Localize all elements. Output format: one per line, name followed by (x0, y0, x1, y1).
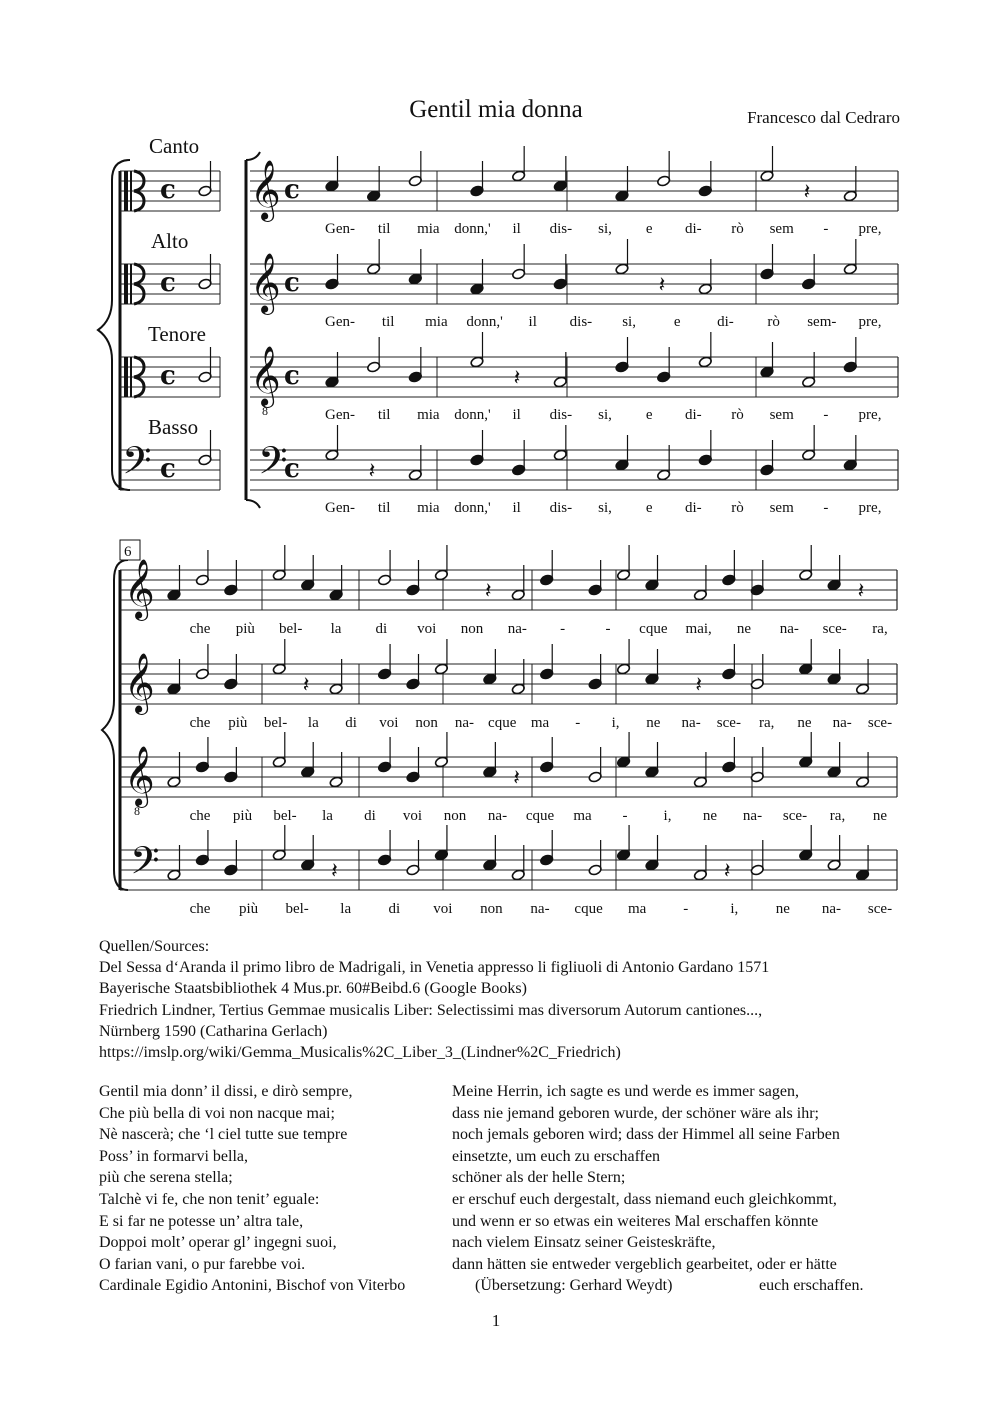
lyric-syllable: Gen- (325, 221, 355, 237)
poem-line-italian: Talchè vi fe, che non tenit’ eguale: (99, 1190, 320, 1208)
lyric-syllable: voi (402, 808, 423, 824)
lyric-syllable: Gen- (325, 314, 355, 330)
lyric-syllable: più (238, 901, 259, 917)
lyric-syllable: bel- (273, 808, 297, 824)
lyric-syllable: sce- (782, 808, 808, 824)
lyric-syllable: che (189, 621, 211, 637)
lyric-syllable: dis- (569, 314, 593, 330)
lyric-syllable: di (364, 808, 376, 824)
lyric-syllable: Gen- (325, 407, 355, 423)
treble-clef-icon: 𝄞 (250, 346, 281, 406)
lyric-syllable: donn,' (454, 221, 491, 237)
lyric-syllable: si, (598, 407, 612, 423)
voice-label-alto: Alto (151, 229, 189, 253)
c-clef-icon (124, 357, 128, 397)
lyric-syllable: na- (454, 715, 475, 731)
lyric-syllable: che (189, 808, 211, 824)
lyric-syllable: di- (684, 221, 702, 237)
poem-line-german: euch erschaffen. (759, 1277, 864, 1295)
lyric-syllable: il (512, 500, 521, 516)
lyric-syllable: la (307, 715, 319, 731)
poem-line-italian: Gentil mia donn’ il dissi, e dirò sempre, (99, 1083, 353, 1100)
sources-line: Nürnberg 1590 (Catharina Gerlach) (99, 1022, 328, 1040)
c-clef-icon (124, 264, 128, 304)
lyric-syllable: ra, (872, 621, 888, 637)
poem-line-italian: E si far ne potesse un’ altra tale, (99, 1212, 304, 1230)
lyric-syllable: dis- (549, 500, 573, 516)
lyric-syllable: - (622, 808, 628, 824)
bass-clef-icon: 𝄢 (122, 438, 152, 492)
lyric-syllable: til (377, 407, 391, 423)
quarter-rest-icon: 𝄽 (857, 579, 865, 604)
lyric-syllable: di- (717, 314, 734, 330)
lyric-syllable: mia (417, 221, 440, 237)
quarter-rest-icon: 𝄽 (803, 180, 811, 205)
treble-clef-icon: 𝄞 (124, 746, 155, 806)
common-time-icon: c (284, 268, 300, 298)
common-time-icon: c (160, 268, 176, 298)
lyric-syllable: rò (767, 314, 780, 330)
translation-credit: (Übersetzung: Gerhard Weydt) (475, 1277, 673, 1295)
lyric-syllable: cque (488, 715, 517, 731)
treble-clef-icon: 𝄞 (124, 559, 155, 619)
poem-line-german: nach vielem Einsatz seiner Geisteskräfte, (452, 1234, 716, 1252)
lyric-syllable: - (575, 715, 581, 731)
lyric-syllable: na- (779, 621, 799, 637)
lyric-syllable: sem (769, 500, 794, 516)
lyric-syllable: til (381, 314, 395, 330)
lyric-syllable: di- (684, 407, 702, 423)
lyric-syllable: ra, (758, 715, 775, 731)
lyric-syllable: na- (832, 715, 852, 731)
lyric-syllable: sem- (807, 314, 837, 330)
sources-line: Friedrich Lindner, Tertius Gemmae musicalis Liber: Selectissimi mas diversorum Autorum cantiones..., (99, 1001, 763, 1019)
lyric-syllable: na- (530, 901, 550, 917)
lyric-syllable: più (232, 808, 253, 824)
poem-line-italian: O farian vani, o pur farebbe voi. (99, 1255, 306, 1273)
poem-line-italian: Che più bella di voi non nacque mai; (99, 1104, 335, 1122)
lyric-syllable: di (388, 901, 401, 917)
common-time-icon: c (284, 361, 300, 391)
poem-line-italian: Nè nascerà; che ‘l ciel tutte sue tempre (99, 1126, 348, 1144)
treble-clef-icon: 𝄞 (250, 253, 281, 313)
sources-block (99, 936, 919, 1063)
lyric-syllable: voi (417, 621, 437, 637)
sources-line: Del Sessa d‘Aranda il primo libro de Madrigali, in Venetia appresso li figliuoli di Antonio Gardano 1571 (99, 959, 770, 977)
poem-author: Cardinale Egidio Antonini, Bischof von Viterbo (99, 1277, 406, 1295)
lyric-syllable: il (512, 407, 521, 423)
lyric-syllable: i, (663, 808, 672, 824)
lyric-syllable: ma (530, 715, 550, 731)
poem-line-italian: più che serena stella; (99, 1169, 233, 1187)
octave-marker-icon: 8 (262, 404, 268, 418)
lyric-syllable: i, (730, 901, 739, 917)
poem-line-german: schöner als der helle Stern; (452, 1169, 626, 1187)
lyric-syllable: ra, (829, 808, 846, 824)
lyric-syllable: donn,' (454, 500, 491, 516)
poem-line-italian: Poss’ in formarvi bella, (99, 1147, 249, 1165)
lyric-syllable: bel- (263, 715, 288, 731)
lyric-syllable: di- (684, 500, 702, 516)
lyric-syllable: ne (775, 901, 790, 917)
bass-clef-icon: 𝄢 (130, 838, 160, 892)
lyric-syllable: sce- (867, 715, 893, 731)
lyric-syllable: ne (872, 808, 888, 824)
lyric-syllable: na- (507, 621, 527, 637)
poem-line-german: Meine Herrin, ich sagte es und werde es immer sagen, (452, 1083, 799, 1100)
lyric-syllable: mia (425, 314, 448, 330)
lyric-syllable: ne (702, 808, 718, 824)
voice-label-basso: Basso (148, 415, 199, 439)
c-clef-icon (124, 171, 128, 211)
lyric-syllable: dis- (549, 221, 573, 237)
lyric-syllable: mai, (685, 621, 712, 637)
lyric-syllable: di (375, 621, 388, 637)
system-bracket (246, 500, 260, 508)
lyric-syllable: - (823, 221, 829, 237)
quarter-rest-icon: 𝄽 (723, 859, 731, 884)
poem-line-german: noch jemals geboren wird; dass der Himmel all seine Farben (452, 1126, 840, 1144)
poem-line-german: dann hätten sie entweder vergeblich gearbeitet, oder er hätte (452, 1255, 837, 1273)
common-time-icon: c (160, 454, 176, 484)
lyric-syllable: donn,' (454, 407, 491, 423)
page-number: 1 (491, 1311, 501, 1330)
quarter-rest-icon: 𝄽 (658, 273, 666, 298)
quarter-rest-icon: 𝄽 (484, 579, 492, 604)
quarter-rest-icon: 𝄽 (368, 459, 376, 484)
poem-line-german: und wenn er so etwas ein weiteres Mal erschaffen könnte (452, 1212, 819, 1230)
common-time-icon: c (284, 175, 300, 205)
lyric-syllable: e (645, 407, 653, 423)
lyric-syllable: pre, (858, 221, 882, 237)
lyric-syllable: - (823, 407, 829, 423)
lyric-syllable: si, (622, 314, 636, 330)
lyric-syllable: cque (574, 901, 603, 917)
lyric-syllable: e (645, 221, 653, 237)
lyric-syllable: na- (681, 715, 701, 731)
common-time-icon: c (160, 175, 176, 205)
lyric-syllable: rò (731, 407, 744, 423)
lyric-syllable: donn,' (466, 314, 503, 330)
measure-number: 6 (124, 544, 132, 560)
lyric-syllable: non (415, 715, 438, 731)
sources-line: Quellen/Sources: (99, 938, 210, 955)
poem-line-german: einsetzte, um euch zu erschaffen (452, 1147, 661, 1165)
lyric-syllable: voi (433, 901, 453, 917)
poem-line-italian: Doppoi molt’ operar gl’ ingegni suoi, (99, 1234, 337, 1252)
lyric-syllable: mia (417, 500, 440, 516)
lyric-syllable: cque (525, 808, 555, 824)
treble-clef-icon: 𝄞 (124, 653, 155, 713)
lyric-syllable: til (377, 221, 391, 237)
lyric-syllable: la (330, 621, 342, 637)
lyric-syllable: e (673, 314, 681, 330)
page-title: Gentil mia donna (409, 96, 583, 123)
common-time-icon: c (160, 361, 176, 391)
treble-clef-icon: 𝄞 (250, 160, 281, 220)
lyric-syllable: rò (731, 221, 744, 237)
c-clef-icon (130, 171, 132, 211)
lyric-syllable: la (340, 901, 352, 917)
lyric-syllable: che (189, 901, 211, 917)
c-clef-icon (130, 357, 132, 397)
sources-link[interactable]: https://imslp.org/wiki/Gemma_Musicalis%2C_Liber_3_(Lindner%2C_Friedrich) (99, 1044, 621, 1062)
lyric-syllable: più (235, 621, 255, 637)
lyric-syllable: sem (769, 221, 794, 237)
lyric-syllable: non (443, 808, 467, 824)
lyric-syllable: na- (487, 808, 508, 824)
quarter-rest-icon: 𝄽 (513, 766, 521, 791)
poem-text (99, 1081, 919, 1297)
lyric-syllable: non (460, 621, 484, 637)
lyric-syllable: - (683, 901, 689, 917)
lyric-syllable: che (189, 715, 211, 731)
lyric-syllable: na- (742, 808, 763, 824)
lyric-syllable: - (823, 500, 829, 516)
lyric-syllable: si, (598, 500, 612, 516)
common-time-icon: c (284, 454, 300, 484)
lyric-syllable: bel- (285, 901, 309, 917)
lyric-syllable: Gen- (325, 500, 355, 516)
lyric-syllable: ne (797, 715, 812, 731)
lyric-syllable: pre, (858, 407, 882, 423)
lyric-syllable: sem (769, 407, 794, 423)
lyric-syllable: voi (379, 715, 399, 731)
lyric-syllable: ne (646, 715, 661, 731)
lyric-syllable: il (512, 221, 521, 237)
quarter-rest-icon: 𝄽 (695, 673, 703, 698)
lyric-syllable: dis- (549, 407, 573, 423)
lyric-syllable: na- (821, 901, 842, 917)
lyric-syllable: più (228, 715, 248, 731)
lyric-syllable: sce- (716, 715, 741, 731)
lyric-syllable: - (560, 621, 566, 637)
lyric-syllable: mia (417, 407, 440, 423)
voice-label-tenore: Tenore (148, 322, 206, 346)
lyric-syllable: ma (573, 808, 592, 824)
sources-line: Bayerische Staatsbibliothek 4 Mus.pr. 60#Beibd.6 (Google Books) (99, 980, 527, 998)
poem-line-german: er erschuf euch dergestalt, dass niemand euch gleichkommt, (452, 1190, 837, 1208)
lyric-syllable: pre, (858, 500, 882, 516)
lyric-syllable: ma (627, 901, 647, 917)
lyric-syllable: bel- (279, 621, 303, 637)
quarter-rest-icon: 𝄽 (331, 859, 338, 884)
lyric-syllable: til (377, 500, 391, 516)
composer-name: Francesco dal Cedraro (747, 108, 900, 127)
quarter-rest-icon: 𝄽 (513, 366, 521, 391)
voice-label-canto: Canto (149, 134, 200, 158)
lyric-syllable: i, (611, 715, 620, 731)
bass-clef-icon: 𝄢 (258, 438, 288, 492)
octave-marker-icon: 8 (134, 804, 140, 818)
lyric-syllable: di (345, 715, 357, 731)
lyric-syllable: la (322, 808, 333, 824)
lyric-syllable: pre, (858, 314, 882, 330)
system-bracket (246, 152, 260, 160)
lyric-syllable: il (528, 314, 537, 330)
lyric-syllable: sce- (822, 621, 847, 637)
lyric-syllable: cque (639, 621, 668, 637)
quarter-rest-icon: 𝄽 (302, 673, 310, 698)
lyric-syllable: sce- (867, 901, 893, 917)
poem-line-german: dass nie jemand geboren wurde, der schöner wäre als ihr; (452, 1104, 819, 1122)
lyric-syllable: e (645, 500, 653, 516)
lyric-syllable: ne (736, 621, 752, 637)
c-clef-icon (130, 264, 132, 304)
lyric-syllable: si, (598, 221, 612, 237)
lyric-syllable: rò (731, 500, 744, 516)
lyric-syllable: non (480, 901, 503, 917)
lyric-syllable: - (605, 621, 611, 637)
